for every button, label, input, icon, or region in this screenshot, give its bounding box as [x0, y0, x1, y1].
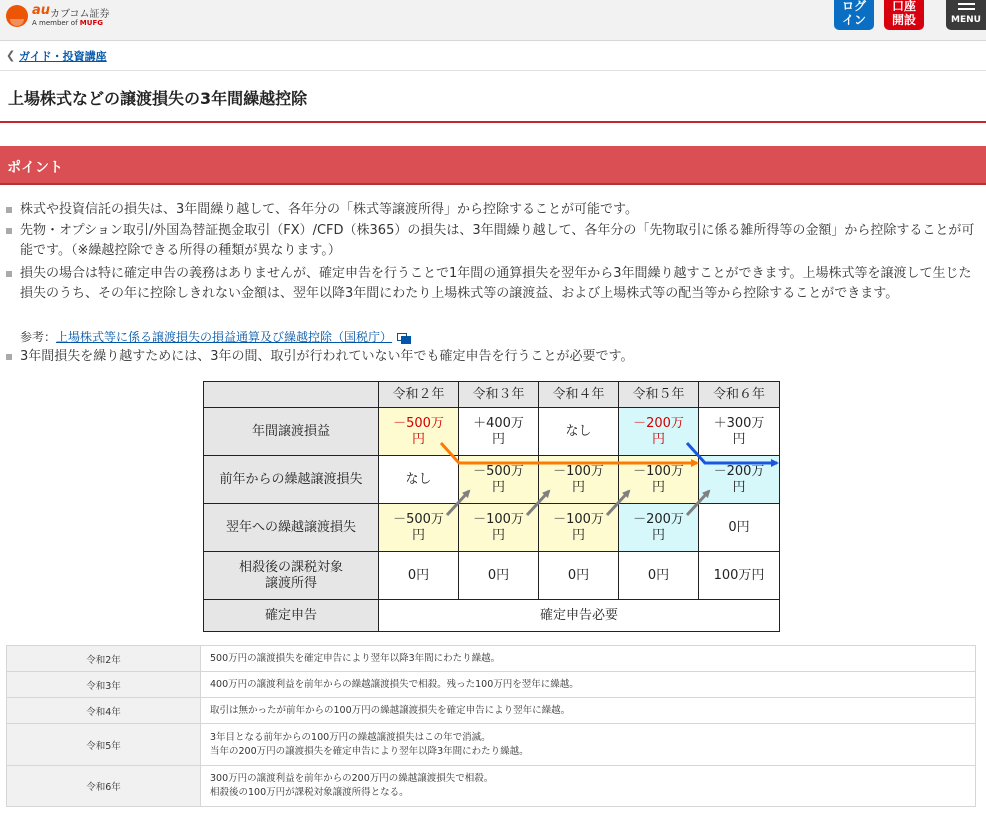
breadcrumb-guide-link[interactable]: ガイド・投資講座 — [19, 50, 107, 63]
row-label-filing: 確定申告 — [203, 599, 379, 632]
divider — [0, 70, 986, 71]
reference-prefix: 参考： — [20, 330, 57, 344]
login-label-1: ログ — [841, 0, 866, 13]
bullet-square-icon — [6, 228, 12, 234]
loss-carryforward-table — [203, 381, 780, 632]
reference-link[interactable]: 上場株式等に係る譲渡損失の損益通算及び繰越控除（国税庁） — [56, 330, 393, 344]
login-button[interactable] — [834, 0, 874, 30]
site-logo[interactable] — [6, 3, 136, 33]
explanation-line: 3年目となる前年からの100万円の繰越譲渡損失はこの年で消滅。 — [210, 731, 491, 743]
carry-in-cell — [618, 455, 699, 504]
cell-unit: 円 — [732, 431, 746, 447]
menu-button[interactable] — [946, 0, 986, 30]
cell-unit: 円 — [411, 431, 425, 447]
open-account-button[interactable] — [884, 0, 924, 30]
logo-sub-group: MUFG — [79, 19, 103, 27]
bullet-square-icon — [6, 271, 12, 277]
open-label-2: 開設 — [891, 13, 916, 27]
open-label-1: 口座 — [891, 0, 916, 13]
explanation-line: 400万円の譲渡利益を前年からの繰越譲渡損失で相殺。残った100万円を翌年に繰越。 — [210, 678, 579, 690]
table-corner — [203, 381, 379, 408]
cell-value: －200万 — [633, 511, 684, 527]
row-label-taxable — [203, 551, 379, 600]
cell-value: なし — [405, 471, 432, 487]
taxable-cell: 100万円 — [698, 551, 780, 600]
annual-cell — [698, 407, 780, 456]
cell-value: ＋400万 — [473, 415, 524, 431]
explanation-line: 相殺後の100万円が課税対象譲渡所得となる。 — [210, 787, 409, 798]
carry-out-cell — [538, 503, 619, 552]
bullet-text: 損失の場合は特に確定申告の義務はありませんが、確定申告を行うことで1年間の通算損失を翌年から3年間繰り越すことができます。上場株式等を譲渡して生じた損失のうち、その年に控除しきれない金額は、翌年以降3年間にわたり上場株式等の譲渡益、および上場株式等の配当等から控除することができます。 — [20, 266, 972, 301]
cell-value: なし — [565, 423, 592, 439]
logo-mark-icon — [6, 5, 28, 27]
annual-cell — [618, 407, 699, 456]
explanation-row — [6, 671, 976, 698]
row-label-annual: 年間譲渡損益 — [203, 407, 379, 456]
carry-in-cell — [458, 455, 539, 504]
year-header: 令和３年 — [458, 381, 539, 408]
menu-label: MENU — [951, 15, 981, 25]
row-label-carry-out: 翌年への繰越譲渡損失 — [203, 503, 379, 552]
cell-unit: 円 — [411, 527, 425, 543]
annual-cell — [538, 407, 619, 456]
explanation-line: 取引は無かったが前年からの100万円の繰越譲渡損失を確定申告により翌年に繰越。 — [210, 704, 571, 716]
cell-unit: 円 — [571, 479, 585, 495]
taxable-cell: 0円 — [618, 551, 699, 600]
cell-unit: 円 — [491, 479, 505, 495]
taxable-cell: 0円 — [538, 551, 619, 600]
cell-unit: 円 — [651, 527, 665, 543]
cell-unit: 円 — [732, 479, 746, 495]
explanation-row — [6, 645, 976, 672]
external-window-icon — [397, 333, 410, 342]
explanation-year: 令和5年 — [7, 724, 201, 765]
annual-cell — [378, 407, 459, 456]
page-title: 上場株式などの譲渡損失の3年間繰越控除 — [8, 89, 308, 108]
explanation-year: 令和3年 — [7, 672, 201, 697]
cell-unit: 円 — [651, 479, 665, 495]
row-label-carry-in: 前年からの繰越譲渡損失 — [203, 455, 379, 504]
cell-value: －500万 — [393, 415, 444, 431]
explanation-line: 300万円の譲渡利益を前年からの200万円の繰越譲渡損失で相殺。 — [210, 773, 494, 784]
logo-sub-text: A member of — [32, 19, 78, 27]
cell-unit: 円 — [651, 431, 665, 447]
explanation-row — [6, 723, 976, 766]
bullet-text: 株式や投資信託の損失は、3年間繰り越して、各年分の「株式等譲渡所得」から控除することが可能です。 — [20, 202, 638, 217]
explanation-text — [210, 698, 570, 723]
bullet-text: 3年間損失を繰り越すためには、3年の間、取引が行われていない年でも確定申告を行うことが必要です。 — [20, 349, 634, 364]
logo-brand: au — [32, 3, 51, 18]
cell-value: －500万 — [393, 511, 444, 527]
explanation-year: 令和4年 — [7, 698, 201, 723]
cell-value: －100万 — [473, 511, 524, 527]
carry-out-cell — [458, 503, 539, 552]
login-label-2: イン — [841, 13, 866, 27]
section-header — [0, 146, 986, 185]
taxable-cell: 0円 — [378, 551, 459, 600]
explanation-year: 令和2年 — [7, 646, 201, 671]
cell-value: －100万 — [553, 511, 604, 527]
cell-value: ＋300万 — [713, 415, 765, 431]
explanation-line: 当年の200万円の譲渡損失を確定申告により翌年以降3年間にわたり繰越。 — [210, 745, 529, 757]
taxable-cell: 0円 — [458, 551, 539, 600]
year-header: 令和５年 — [618, 381, 699, 408]
annual-cell — [458, 407, 539, 456]
explanation-line: 500万円の譲渡損失を確定申告により翌年以降3年間にわたり繰越。 — [210, 652, 501, 664]
bullet-square-icon — [6, 354, 12, 360]
carry-out-cell — [378, 503, 459, 552]
cell-value: －200万 — [633, 415, 684, 431]
bullet-square-icon — [6, 207, 12, 213]
year-header: 令和６年 — [698, 381, 780, 408]
explanation-text — [210, 646, 500, 671]
site-header — [0, 0, 986, 41]
cell-unit: 円 — [491, 527, 505, 543]
chevron-left-icon: ❮ — [6, 49, 16, 62]
reference-line — [20, 328, 410, 345]
year-header: 令和２年 — [378, 381, 459, 408]
explanation-year: 令和6年 — [7, 766, 201, 806]
logo-name: カブコム証券 — [50, 9, 110, 20]
explanation-text — [210, 724, 529, 765]
cell-value: －500万 — [473, 463, 524, 479]
filing-required-cell: 確定申告必要 — [378, 599, 780, 632]
bullet-text: 先物・オプション取引/外国為替証拠金取引（FX）/CFD（株365）の損失は、3年間繰り越して、各年分の「先物取引に係る雑所得等の金額」から控除することが可能です。（※繰越控除できる所得の種類が異なります。） — [20, 223, 975, 258]
carry-out-cell — [618, 503, 699, 552]
carry-in-cell — [698, 455, 780, 504]
row-label-line: 相殺後の課税対象 — [238, 559, 343, 575]
row-label-line: 譲渡所得 — [264, 575, 317, 591]
cell-value: －100万 — [553, 463, 604, 479]
cell-value: －100万 — [633, 463, 684, 479]
carry-in-cell — [538, 455, 619, 504]
hamburger-icon — [958, 3, 975, 13]
section-heading: ポイント — [7, 160, 63, 176]
carry-in-cell — [378, 455, 459, 504]
cell-value: 0円 — [728, 519, 750, 535]
carry-out-cell — [698, 503, 780, 552]
explanation-text — [210, 672, 579, 697]
year-header: 令和４年 — [538, 381, 619, 408]
title-underline — [0, 121, 986, 123]
explanation-row — [6, 697, 976, 724]
explanation-row — [6, 765, 976, 807]
cell-unit: 円 — [491, 431, 505, 447]
explanation-text — [210, 766, 493, 806]
cell-unit: 円 — [571, 527, 585, 543]
logo-sub — [32, 19, 103, 27]
cell-value: －200万 — [713, 463, 765, 479]
